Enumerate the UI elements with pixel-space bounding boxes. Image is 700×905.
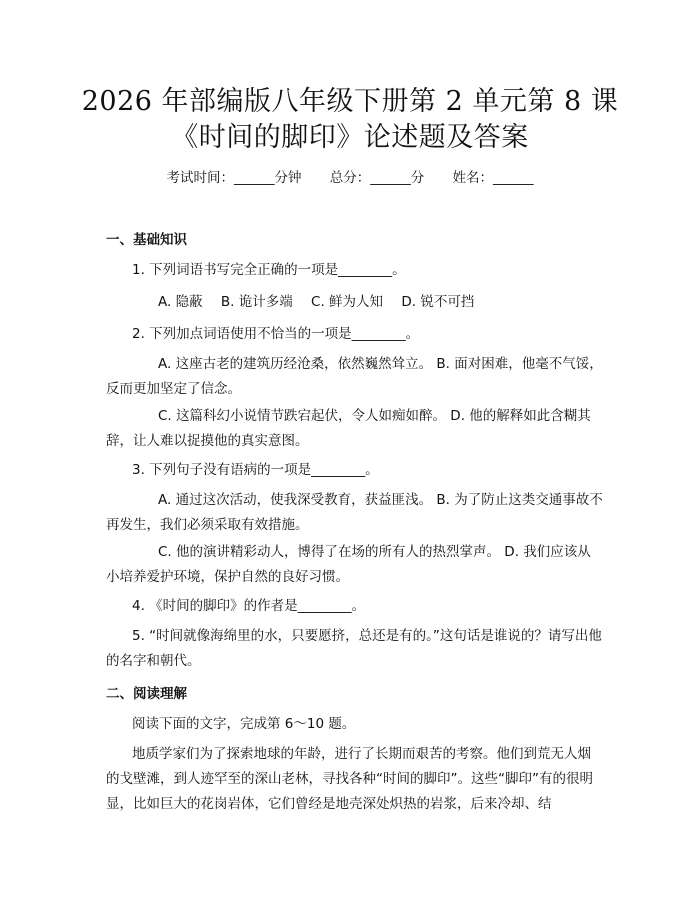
student-name-field: 姓名：______ xyxy=(452,170,534,186)
reading-passage: 地质学家们为了探索地球的年龄，进行了长期而艰苦的考察。他们到荒无人烟的戈壁滩，到人迹罕至的深山老林，寻找各种“时间的脚印”。这些“脚印”有的很明显，比如巨大的花岗岩体，它们曾经是地壳深处炽热的岩浆，后来冷却、结 xyxy=(106,746,593,812)
question-2: 2. 下列加点词语使用不恰当的一项是________。 xyxy=(132,326,420,342)
question-1: 1. 下列词语书写完全正确的一项是________。 xyxy=(132,262,406,278)
option-b: B. 诡计多端 xyxy=(220,294,293,310)
question-1-options xyxy=(158,292,488,312)
total-score-field: 总分：______分 xyxy=(329,170,425,186)
exam-info-row xyxy=(0,168,700,188)
section-reading-title: 二、阅读理解 xyxy=(106,686,187,702)
option-d: D. 锐不可挡 xyxy=(401,294,475,310)
question-3: 3. 下列句子没有语病的一项是________。 xyxy=(132,462,379,478)
document-title-line1: 2026 年部编版八年级下册第 2 单元第 8 课 xyxy=(81,86,619,117)
option-a: A. 隐蔽 xyxy=(158,294,203,310)
option-c: C. 鲜为人知 xyxy=(311,294,384,310)
section-basic-knowledge-title: 一、基础知识 xyxy=(106,232,187,248)
question-4: 4. 《时间的脚印》的作者是________。 xyxy=(132,598,366,614)
reading-instructions: 阅读下面的文字，完成第 6～10 题。 xyxy=(132,716,356,732)
exam-time-field: 考试时间：______分钟 xyxy=(166,170,302,186)
question-5: 5. “时间就像海绵里的水，只要愿挤，总还是有的。”这句话是谁说的？请写出他的名字和朝代。 xyxy=(106,628,602,669)
question-3-options-cd: C. 他的演讲精彩动人，博得了在场的所有人的热烈掌声。 D. 我们应该从小培养爱护环境，保护自然的良好习惯。 xyxy=(106,544,591,585)
question-2-options-cd: C. 这篇科幻小说情节跌宕起伏，令人如痴如醉。 D. 他的解释如此含糊其辞，让人难以捉摸他的真实意图。 xyxy=(106,408,591,449)
document-title-line2: 《时间的脚印》论述题及答案 xyxy=(171,122,529,153)
question-3-options-ab: A. 通过这次活动，使我深受教育，获益匪浅。 B. 为了防止这类交通事故不再发生，我们必须采取有效措施。 xyxy=(106,492,603,533)
question-2-options-ab: A. 这座古老的建筑历经沧桑，依然巍然耸立。 B. 面对困难，他毫不气馁，反而更加坚定了信念。 xyxy=(106,356,603,397)
